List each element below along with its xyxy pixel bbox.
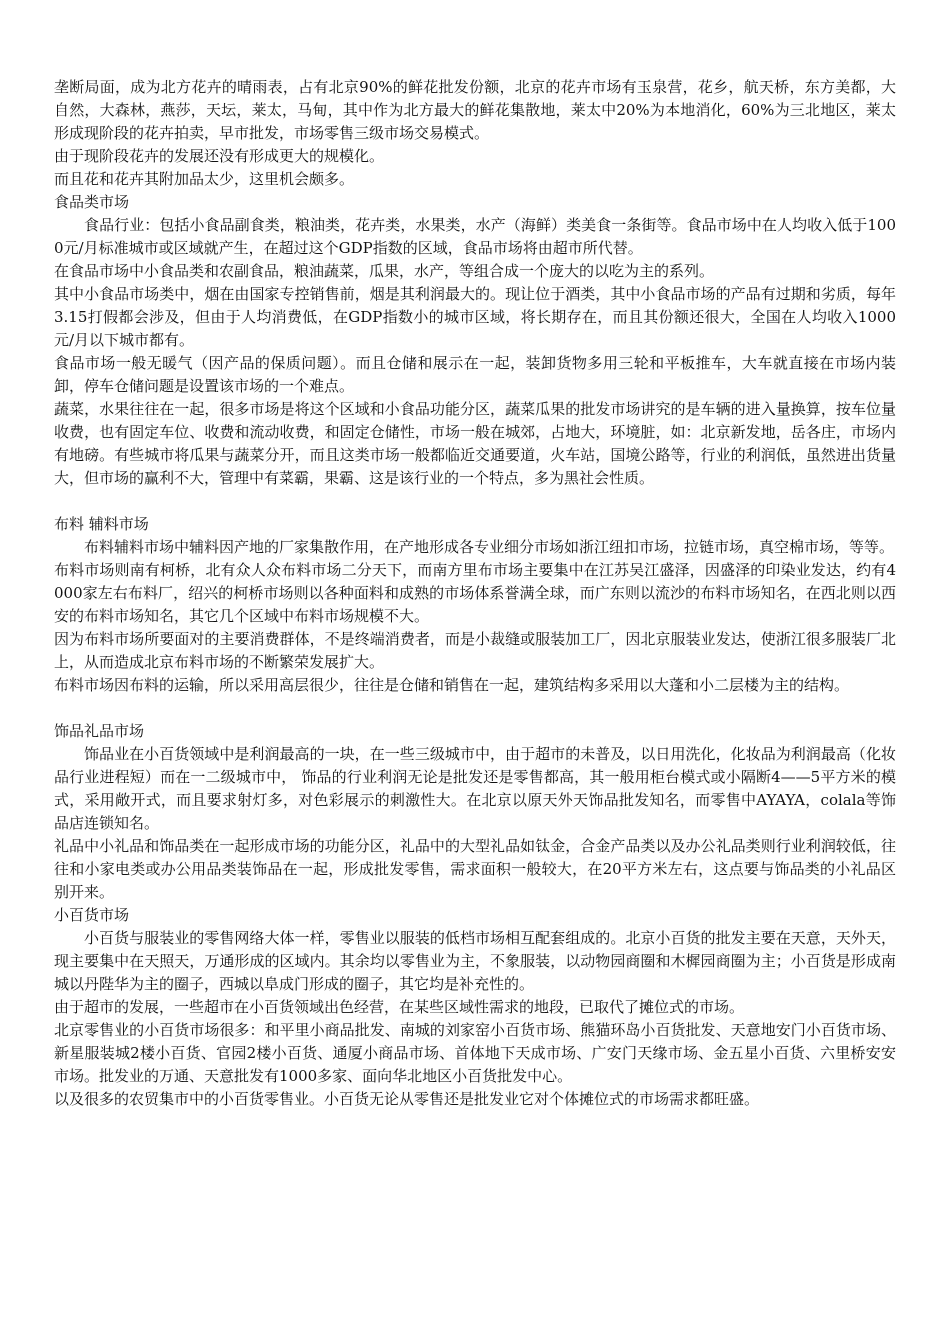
section-spacer (54, 490, 896, 513)
ornament-paragraph: 饰品业在小百货领域中是利润最高的一块，在一些三级城市中，由于超市的未普及，以日用洗化，化妆品为利润最高（化妆品行业进程短）而在一二级城市中， 饰品的行业利润无论是批发还是零售都高，其一般用柜台模式或小隔断4——5平方米的模式，采用敞开式，而且要求射灯多，对色彩展示的刺激性大。在北京以原天外天饰品批发知名，而零售中AYAYA，colala等饰品店连锁知名。 (54, 745, 896, 832)
vegetable-fruit-paragraph: 蔬菜，水果往往在一起，很多市场是将这个区域和小食品功能分区，蔬菜瓜果的批发市场讲究的是车辆的进入量换算，按车位量收费，也有固定车位、收费和流动收费，和固定仓储性，市场一般在城郊，占地大，环境脏，如：北京新发地，岳各庄，市场内有地磅。有些城市将瓜果与蔬菜分开，而且这类市场一般都临近交通要道，火车站，国境公路等，行业的利润低，虽然进出货量大，但市场的赢利不大，管理中有菜霸，果霸、这是该行业的一个特点，多为黑社会性质。 (54, 400, 896, 487)
snack-market-paragraph: 其中小食品市场类中，烟在由国家专控销售前，烟是其利润最大的。现让位于酒类，其中小食品市场的产品有过期和劣质，每年3.15打假都会涉及，但由于人均消费低，在GDP指数小的城市区域，将长期存在，而且其份额还很大，全国在人均收入1000元/月以下城市都有。 (54, 285, 896, 349)
beijing-retail-paragraph: 北京零售业的小百货市场很多：和平里小商品批发、南城的刘家窑小百货市场、熊猫环岛小百货批发、天意地安门小百货市场、新星服装城2楼小百货、官园2楼小百货、通厦小商品市场、首体地下天成市场、广安门天缘市场、金五星小百货、六里桥安安市场。批发业的万通、天意批发有1000多家、面向华北地区小百货批发中心。 (54, 1021, 896, 1085)
flower-opportunity-paragraph: 而且花和花卉其附加品太少，这里机会颇多。 (54, 170, 355, 188)
flower-scale-paragraph: 由于现阶段花卉的发展还没有形成更大的规模化。 (54, 147, 385, 165)
general-goods-heading: 小百货市场 (54, 906, 130, 924)
food-storage-paragraph: 食品市场一般无暖气（因产品的保质问题）。而且仓储和展示在一起，装卸货物多用三轮和平板推车，大车就直接在市场内装卸，停车仓储问题是设置该市场的一个难点。 (54, 354, 896, 395)
gift-zoning-paragraph: 礼品中小礼品和饰品类在一起形成市场的功能分区，礼品中的大型礼品如钛金，合金产品类以及办公礼品类则行业利润较低，往往和小家电类或办公用品类装饰品在一起，形成批发零售，需求面积一般较大，在20平方米左右，这点要与饰品类的小礼品区别开来。 (54, 837, 896, 901)
section-spacer (54, 697, 896, 720)
document-page (54, 76, 896, 1111)
gift-market-heading: 饰品礼品市场 (54, 722, 145, 740)
cloth-structure-paragraph: 布料市场因布料的运输，所以采用高层很少，往往是仓储和销售在一起，建筑结构多采用以大蓬和小二层楼为主的结构。 (54, 676, 850, 694)
cloth-regions-paragraph: 布料市场则南有柯桥，北有众人众布料市场二分天下，而南方里布市场主要集中在江苏吴江盛泽，因盛泽的印染业发达，约有4000家左右布料厂，绍兴的柯桥市场则以各种面料和成熟的市场体系誉满全球，而广东则以流沙的布料市场知名，在西北则以西安的布料市场知名，其它几个区域中布料市场规模不大。 (54, 561, 896, 625)
food-series-paragraph: 在食品市场中小食品类和农副食品，粮油蔬菜，瓜果，水产，等组合成一个庞大的以吃为主的系列。 (54, 262, 715, 280)
cloth-consumers-paragraph: 因为布料市场所要面对的主要消费群体，不是终端消费者，而是小裁缝或服装加工厂，因北京服装业发达，使浙江很多服装厂北上，从而造成北京布料市场的不断繁荣发展扩大。 (54, 630, 896, 671)
accessory-market-paragraph: 布料辅料市场中辅料因产地的厂家集散作用，在产地形成各专业细分市场如浙江纽扣市场，拉链市场，真空棉市场，等等。 (84, 538, 895, 556)
general-goods-network-paragraph: 小百货与服装业的零售网络大体一样，零售业以服装的低档市场相互配套组成的。北京小百货的批发主要在天意，天外天，现主要集中在天照天，万通形成的区域内。其余均以零售业为主，不象服装，以动物园商圈和木樨园商圈为主；小百货是形成南城以丹陛华为主的圈子，西城以阜成门形成的圈子，其它均是补充性的。 (54, 929, 896, 993)
food-market-heading: 食品类市场 (54, 193, 130, 211)
food-industry-paragraph: 食品行业：包括小食品副食类，粮油类，花卉类，水果类，水产（海鲜）类美食一条街等。食品市场中在人均收入低于1000元/月标准城市或区域就产生，在超过这个GDP指数的区域，食品市场将由超市所代替。 (54, 216, 896, 257)
supermarket-paragraph: 由于超市的发展，一些超市在小百货领域出色经营，在某些区域性需求的地段，已取代了摊位式的市场。 (54, 998, 745, 1016)
flower-market-paragraph: 垄断局面，成为北方花卉的晴雨表，占有北京90%的鲜花批发份额，北京的花卉市场有玉泉营，花乡，航天桥，东方美都，大自然，大森林，燕莎，天坛，莱太，马甸，其中作为北方最大的鲜花集散地，莱太中20%为本地消化，60%为三北地区，莱太形成现阶段的花卉拍卖，早市批发，市场零售三级市场交易模式。 (54, 78, 896, 142)
farmers-market-paragraph: 以及很多的农贸集市中的小百货零售业。小百货无论从零售还是批发业它对个体摊位式的市场需求都旺盛。 (54, 1090, 760, 1108)
cloth-market-heading: 布料 辅料市场 (54, 515, 149, 533)
